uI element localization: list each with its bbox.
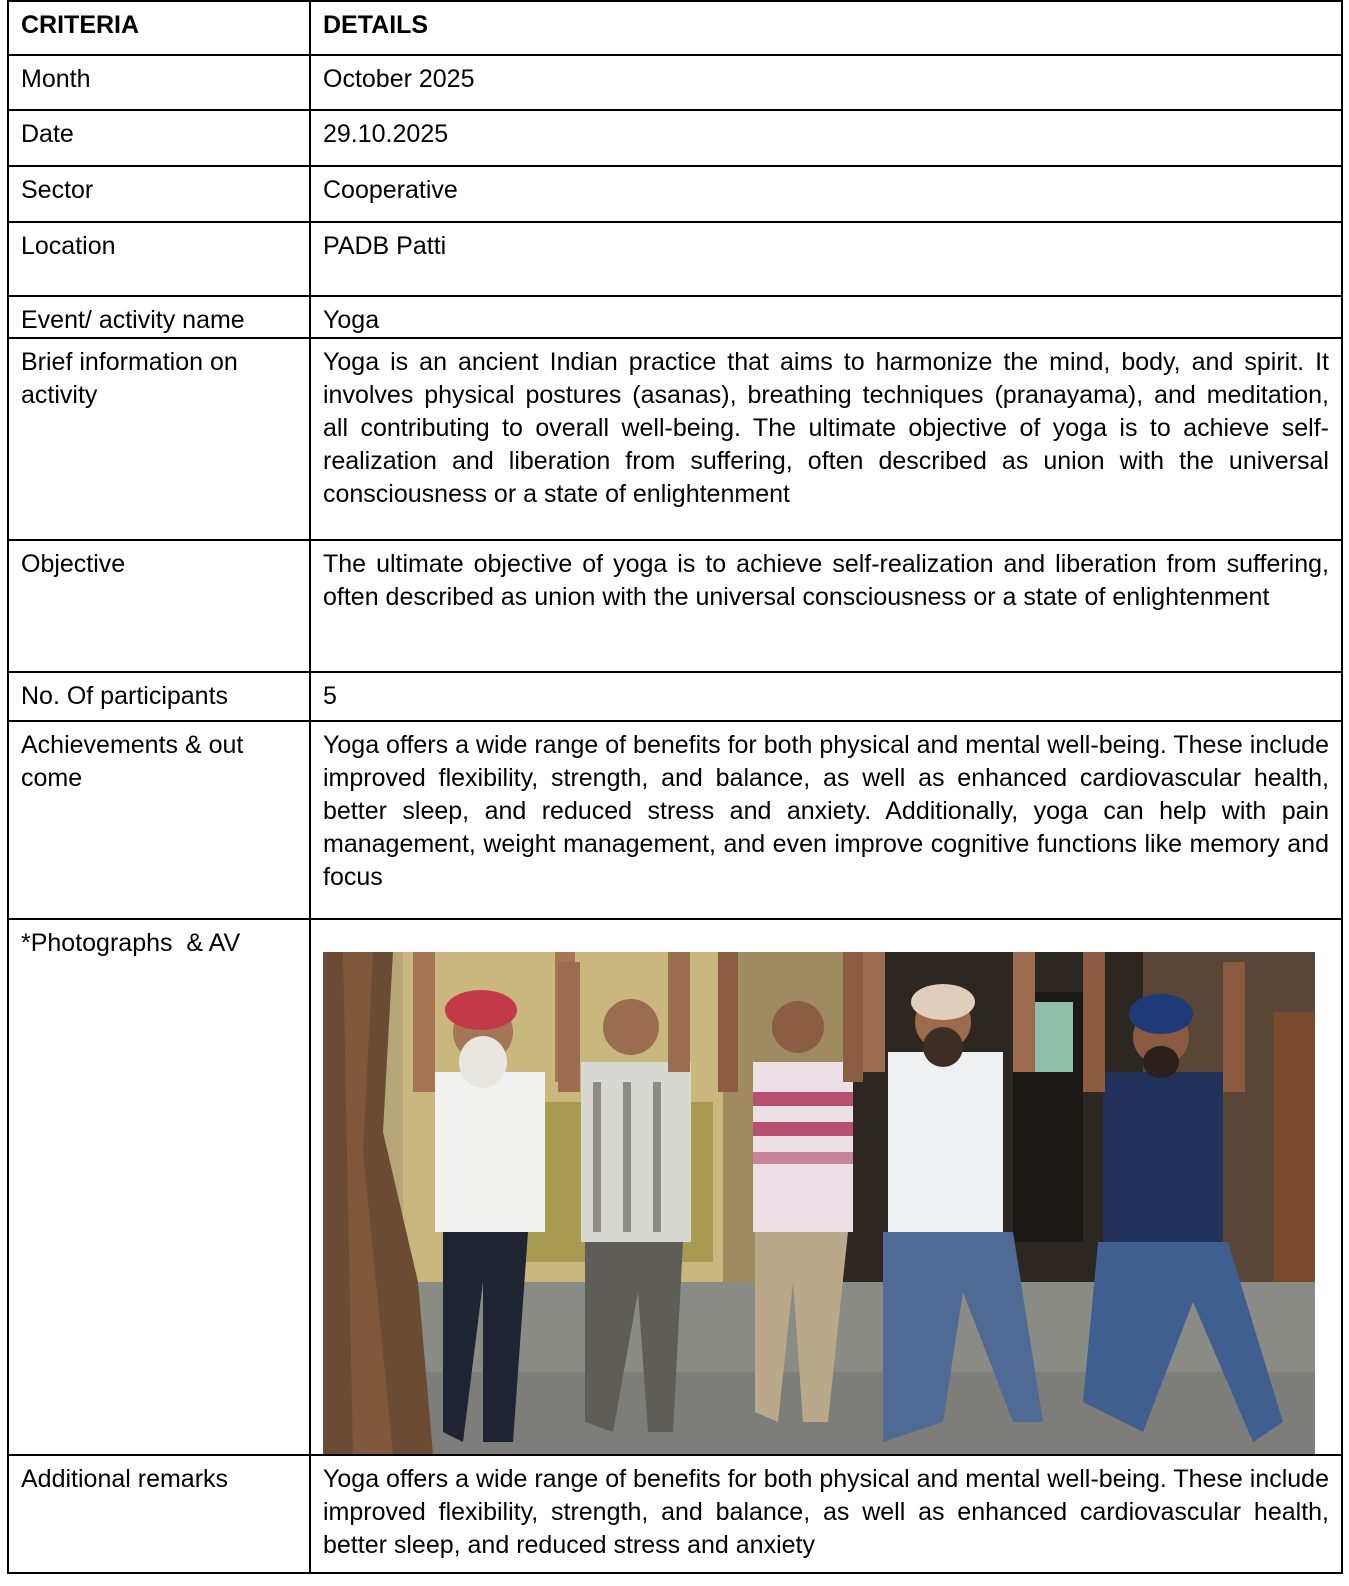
remarks-value: Yoga offers a wide range of benefits for both physical and mental well-being. These include improved flexibility, strength, and balance, as well as enhanced cardiovascular health, better sleep, and reduced stress and anxiety [310, 1455, 1342, 1573]
activity-report-table [7, 0, 1343, 1574]
month-value: October 2025 [310, 55, 1342, 110]
table-row [8, 919, 1342, 1455]
date-label: Date [8, 110, 310, 166]
table-row [8, 540, 1342, 672]
table-header-row [8, 1, 1342, 55]
criteria-header: CRITERIA [8, 1, 310, 55]
objective-label: Objective [8, 540, 310, 672]
table-row [8, 222, 1342, 296]
event-label: Event/ activity name [8, 296, 310, 338]
table-row [8, 296, 1342, 338]
table-row [8, 55, 1342, 110]
photographs-label: *Photographs & AV [8, 919, 310, 1455]
remarks-label: Additional remarks [8, 1455, 310, 1573]
achievements-label: Achievements & out come [8, 721, 310, 919]
location-value: PADB Patti [310, 222, 1342, 296]
month-label: Month [8, 55, 310, 110]
location-label: Location [8, 222, 310, 296]
table-row [8, 110, 1342, 166]
table-row [8, 672, 1342, 721]
participants-label: No. Of participants [8, 672, 310, 721]
date-value: 29.10.2025 [310, 110, 1342, 166]
yoga-group-photo [323, 952, 1315, 1454]
photo-cell [310, 919, 1342, 1455]
table-row [8, 1455, 1342, 1573]
sector-label: Sector [8, 166, 310, 222]
table-row [8, 338, 1342, 540]
details-header: DETAILS [310, 1, 1342, 55]
table-row [8, 721, 1342, 919]
event-value: Yoga [310, 296, 1342, 338]
sector-value: Cooperative [310, 166, 1342, 222]
brief-label: Brief information on activity [8, 338, 310, 540]
objective-value: The ultimate objective of yoga is to achieve self-realization and liberation from suffering, often described as union with the universal consciousness or a state of enlightenment [310, 540, 1342, 672]
table-row [8, 166, 1342, 222]
participants-value: 5 [310, 672, 1342, 721]
achievements-value: Yoga offers a wide range of benefits for both physical and mental well-being. These include improved flexibility, strength, and balance, as well as enhanced cardiovascular health, better sleep, and reduced stress and anxiety. Additionally, yoga can help with pain management, weight management, and even improve cognitive functions like memory and focus [310, 721, 1342, 919]
brief-value: Yoga is an ancient Indian practice that aims to harmonize the mind, body, and spirit. It involves physical postures (asanas), breathing techniques (pranayama), and meditation, all contributing to overall well-being. The ultimate objective of yoga is to achieve self-realization and liberation from suffering, often described as union with the universal consciousness or a state of enlightenment [310, 338, 1342, 540]
